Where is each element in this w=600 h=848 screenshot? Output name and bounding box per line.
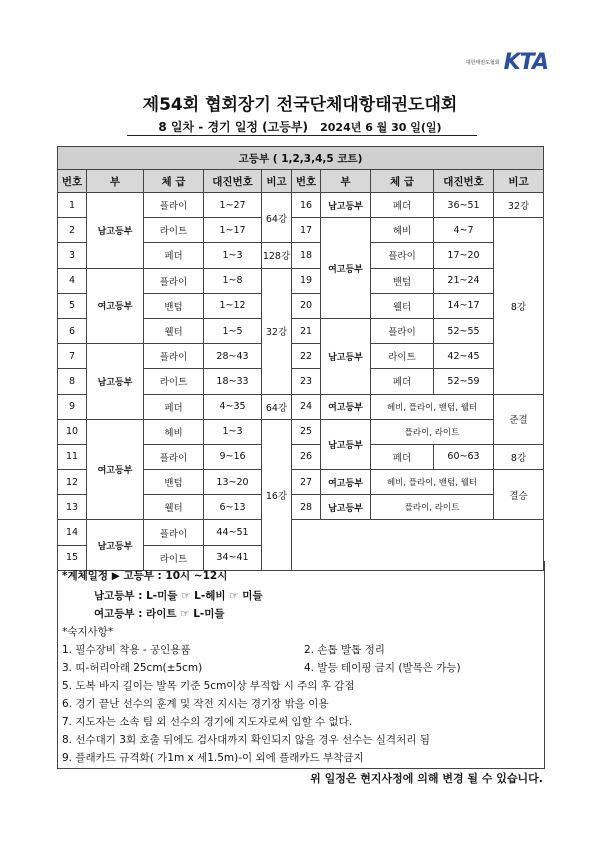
right-note: 8강	[494, 218, 544, 394]
left-bracket: 34~41	[204, 545, 262, 570]
left-weight: 플라이	[144, 444, 204, 469]
left-no: 12	[58, 470, 87, 495]
left-group: 여고등부	[87, 419, 144, 520]
right-weight: 밴텀	[371, 268, 434, 293]
left-no: 10	[58, 419, 87, 444]
right-group: 여고등부	[321, 394, 371, 419]
right-no: 21	[292, 318, 321, 343]
table-section-title: 고등부 ( 1,2,3,4,5 코트)	[58, 147, 544, 170]
right-weight: 페더	[371, 369, 434, 394]
rule-item: 7. 지도자는 소속 팀 외 선수의 경기에 지도자로써 임할 수 없다.	[62, 716, 353, 728]
left-weight: 밴텀	[144, 293, 204, 318]
left-no: 5	[58, 293, 87, 318]
right-no: 23	[292, 369, 321, 394]
left-weight: 플라이	[144, 520, 204, 545]
right-weight: 플라이	[371, 318, 434, 343]
document-title: 제54회 협회장기 전국단체대항태권도대회	[142, 95, 458, 115]
left-bracket: 9~16	[204, 444, 262, 469]
footer-notice: 위 일정은 현지사정에 의해 변경 될 수 있습니다.	[310, 772, 543, 785]
left-weight: 라이트	[144, 218, 204, 243]
left-note: 64강	[262, 193, 292, 243]
left-no: 3	[58, 243, 87, 268]
left-group: 남고등부	[87, 344, 144, 420]
rule-item: 6. 경기 끝난 선수의 훈계 및 작전 지시는 경기장 밖을 이용	[62, 698, 329, 710]
left-no: 8	[58, 369, 87, 394]
left-weight: 밴텀	[144, 470, 204, 495]
right-note: 8강	[494, 444, 544, 469]
table-row	[58, 268, 544, 293]
subtitle-text: 8 일차 - 경기 일정 (고등부)	[158, 120, 308, 134]
left-bracket: 1~8	[204, 268, 262, 293]
left-weight: 라이트	[144, 369, 204, 394]
logo-mark: KTA	[503, 50, 548, 75]
right-bracket: 52~55	[434, 318, 494, 343]
subtitle-underline	[127, 135, 477, 136]
header-cell: 체 급	[371, 170, 434, 193]
left-weight: 페더	[144, 243, 204, 268]
left-note: 16강	[262, 419, 292, 570]
right-group: 여고등부	[321, 218, 371, 319]
left-note: 128강	[262, 243, 292, 268]
left-bracket: 18~33	[204, 369, 262, 394]
header-cell: 번호	[292, 170, 321, 193]
left-no: 9	[58, 394, 87, 419]
right-weight: 웰터	[371, 293, 434, 318]
right-no: 25	[292, 419, 321, 444]
right-merged: 플라이, 라이트	[371, 419, 494, 444]
left-bracket: 6~13	[204, 495, 262, 520]
right-no: 17	[292, 218, 321, 243]
left-note: 64강	[262, 394, 292, 419]
right-merged: 헤비, 플라이, 밴텀, 웰터	[371, 470, 494, 495]
left-weight: 플라이	[144, 344, 204, 369]
header-cell: 비고	[494, 170, 544, 193]
left-group: 남고등부	[87, 520, 144, 570]
right-weight: 헤비	[371, 218, 434, 243]
header-cell: 비고	[262, 170, 292, 193]
left-bracket: 1~5	[204, 318, 262, 343]
right-merged: 플라이, 라이트	[371, 495, 494, 520]
right-no: 27	[292, 470, 321, 495]
table-row	[58, 520, 544, 545]
left-no: 6	[58, 318, 87, 343]
header-cell: 부	[87, 170, 144, 193]
rule-item: 4. 발등 테이핑 금지 (발목은 가능)	[304, 662, 461, 674]
left-bracket: 44~51	[204, 520, 262, 545]
right-weight: 페더	[371, 193, 434, 218]
left-weight: 웰터	[144, 318, 204, 343]
right-group: 여고등부	[321, 470, 371, 495]
right-bracket: 21~24	[434, 268, 494, 293]
left-no: 1	[58, 193, 87, 218]
right-bracket: 4~7	[434, 218, 494, 243]
rule-item: 1. 필수장비 착용 - 공인용품	[62, 644, 191, 656]
right-group: 남고등부	[321, 419, 371, 469]
left-bracket: 1~12	[204, 293, 262, 318]
schedule-table	[57, 146, 544, 571]
rule-item: 8. 선수대기 3회 호출 뒤에도 검사대까지 확인되지 않을 경우 선수는 실격처리 됨	[62, 734, 430, 746]
left-weight: 플라이	[144, 193, 204, 218]
weigh-in-boys: 남고등부 : L-미들 ☞ L-헤비 ☞ 미들	[94, 590, 263, 602]
subtitle-date: 2024년 6 월 30 일(일)	[320, 121, 442, 134]
right-merged: 헤비, 플라이, 밴텀, 웰터	[371, 394, 494, 419]
left-bracket: 13~20	[204, 470, 262, 495]
right-no: 22	[292, 344, 321, 369]
right-no: 26	[292, 444, 321, 469]
table-row	[58, 344, 544, 369]
right-group: 남고등부	[321, 318, 371, 394]
left-no: 14	[58, 520, 87, 545]
weigh-in-schedule: *계체일정 ▶ 고등부 : 10시 ~12시	[62, 570, 228, 582]
left-no: 7	[58, 344, 87, 369]
right-group: 남고등부	[321, 193, 371, 218]
right-weight: 플라이	[371, 243, 434, 268]
table-row	[58, 193, 544, 218]
rule-item: 5. 도복 바지 길이는 발목 기준 5cm이상 부적합 시 주의 후 감점	[62, 680, 355, 692]
right-no: 20	[292, 293, 321, 318]
left-weight: 라이트	[144, 545, 204, 570]
weigh-in-girls: 여고등부 : 라이트 ☞ L-미들	[94, 608, 225, 620]
left-bracket: 1~17	[204, 218, 262, 243]
left-bracket: 1~27	[204, 193, 262, 218]
right-note: 준결	[494, 394, 544, 444]
rule-item: 2. 손톱 발톱 정리	[304, 644, 385, 656]
left-bracket: 1~3	[204, 243, 262, 268]
right-weight: 페더	[371, 444, 434, 469]
right-no: 16	[292, 193, 321, 218]
right-bracket: 42~45	[434, 344, 494, 369]
left-weight: 플라이	[144, 268, 204, 293]
left-no: 4	[58, 268, 87, 293]
right-no: 28	[292, 495, 321, 520]
table-row	[58, 419, 544, 444]
header-cell: 체 급	[144, 170, 204, 193]
right-no: 19	[292, 268, 321, 293]
left-group: 여고등부	[87, 268, 144, 344]
rule-item: 3. 띠-허리아래 25cm(±5cm)	[62, 662, 203, 674]
left-no: 11	[58, 444, 87, 469]
kta-logo	[466, 50, 548, 75]
left-note: 32강	[262, 268, 292, 394]
left-no: 15	[58, 545, 87, 570]
header-cell: 대진번호	[434, 170, 494, 193]
right-no: 18	[292, 243, 321, 268]
right-bracket: 14~17	[434, 293, 494, 318]
left-group: 남고등부	[87, 193, 144, 269]
rule-item: 9. 플래카드 규격화( 가1m x 세1.5m)-이 외에 플래카드 부착금지	[62, 752, 364, 764]
left-bracket: 28~43	[204, 344, 262, 369]
left-bracket: 1~3	[204, 419, 262, 444]
right-bracket: 36~51	[434, 193, 494, 218]
left-weight: 헤비	[144, 419, 204, 444]
left-no: 13	[58, 495, 87, 520]
left-bracket: 4~35	[204, 394, 262, 419]
logo-org-text: 대한태권도협회	[465, 59, 500, 66]
header-cell: 번호	[58, 170, 87, 193]
rules-heading: *숙지사항*	[62, 626, 114, 638]
right-group: 남고등부	[321, 495, 371, 520]
right-bracket: 17~20	[434, 243, 494, 268]
left-weight: 페더	[144, 394, 204, 419]
right-no: 24	[292, 394, 321, 419]
notes-box	[57, 561, 545, 769]
right-note: 결승	[494, 470, 544, 520]
right-note: 32강	[494, 193, 544, 218]
right-bracket: 52~59	[434, 369, 494, 394]
header-cell: 부	[321, 170, 371, 193]
header-cell: 대진번호	[204, 170, 262, 193]
right-weight: 라이트	[371, 344, 434, 369]
document-subtitle	[0, 118, 600, 135]
left-no: 2	[58, 218, 87, 243]
right-bracket: 60~63	[434, 444, 494, 469]
left-weight: 웰터	[144, 495, 204, 520]
